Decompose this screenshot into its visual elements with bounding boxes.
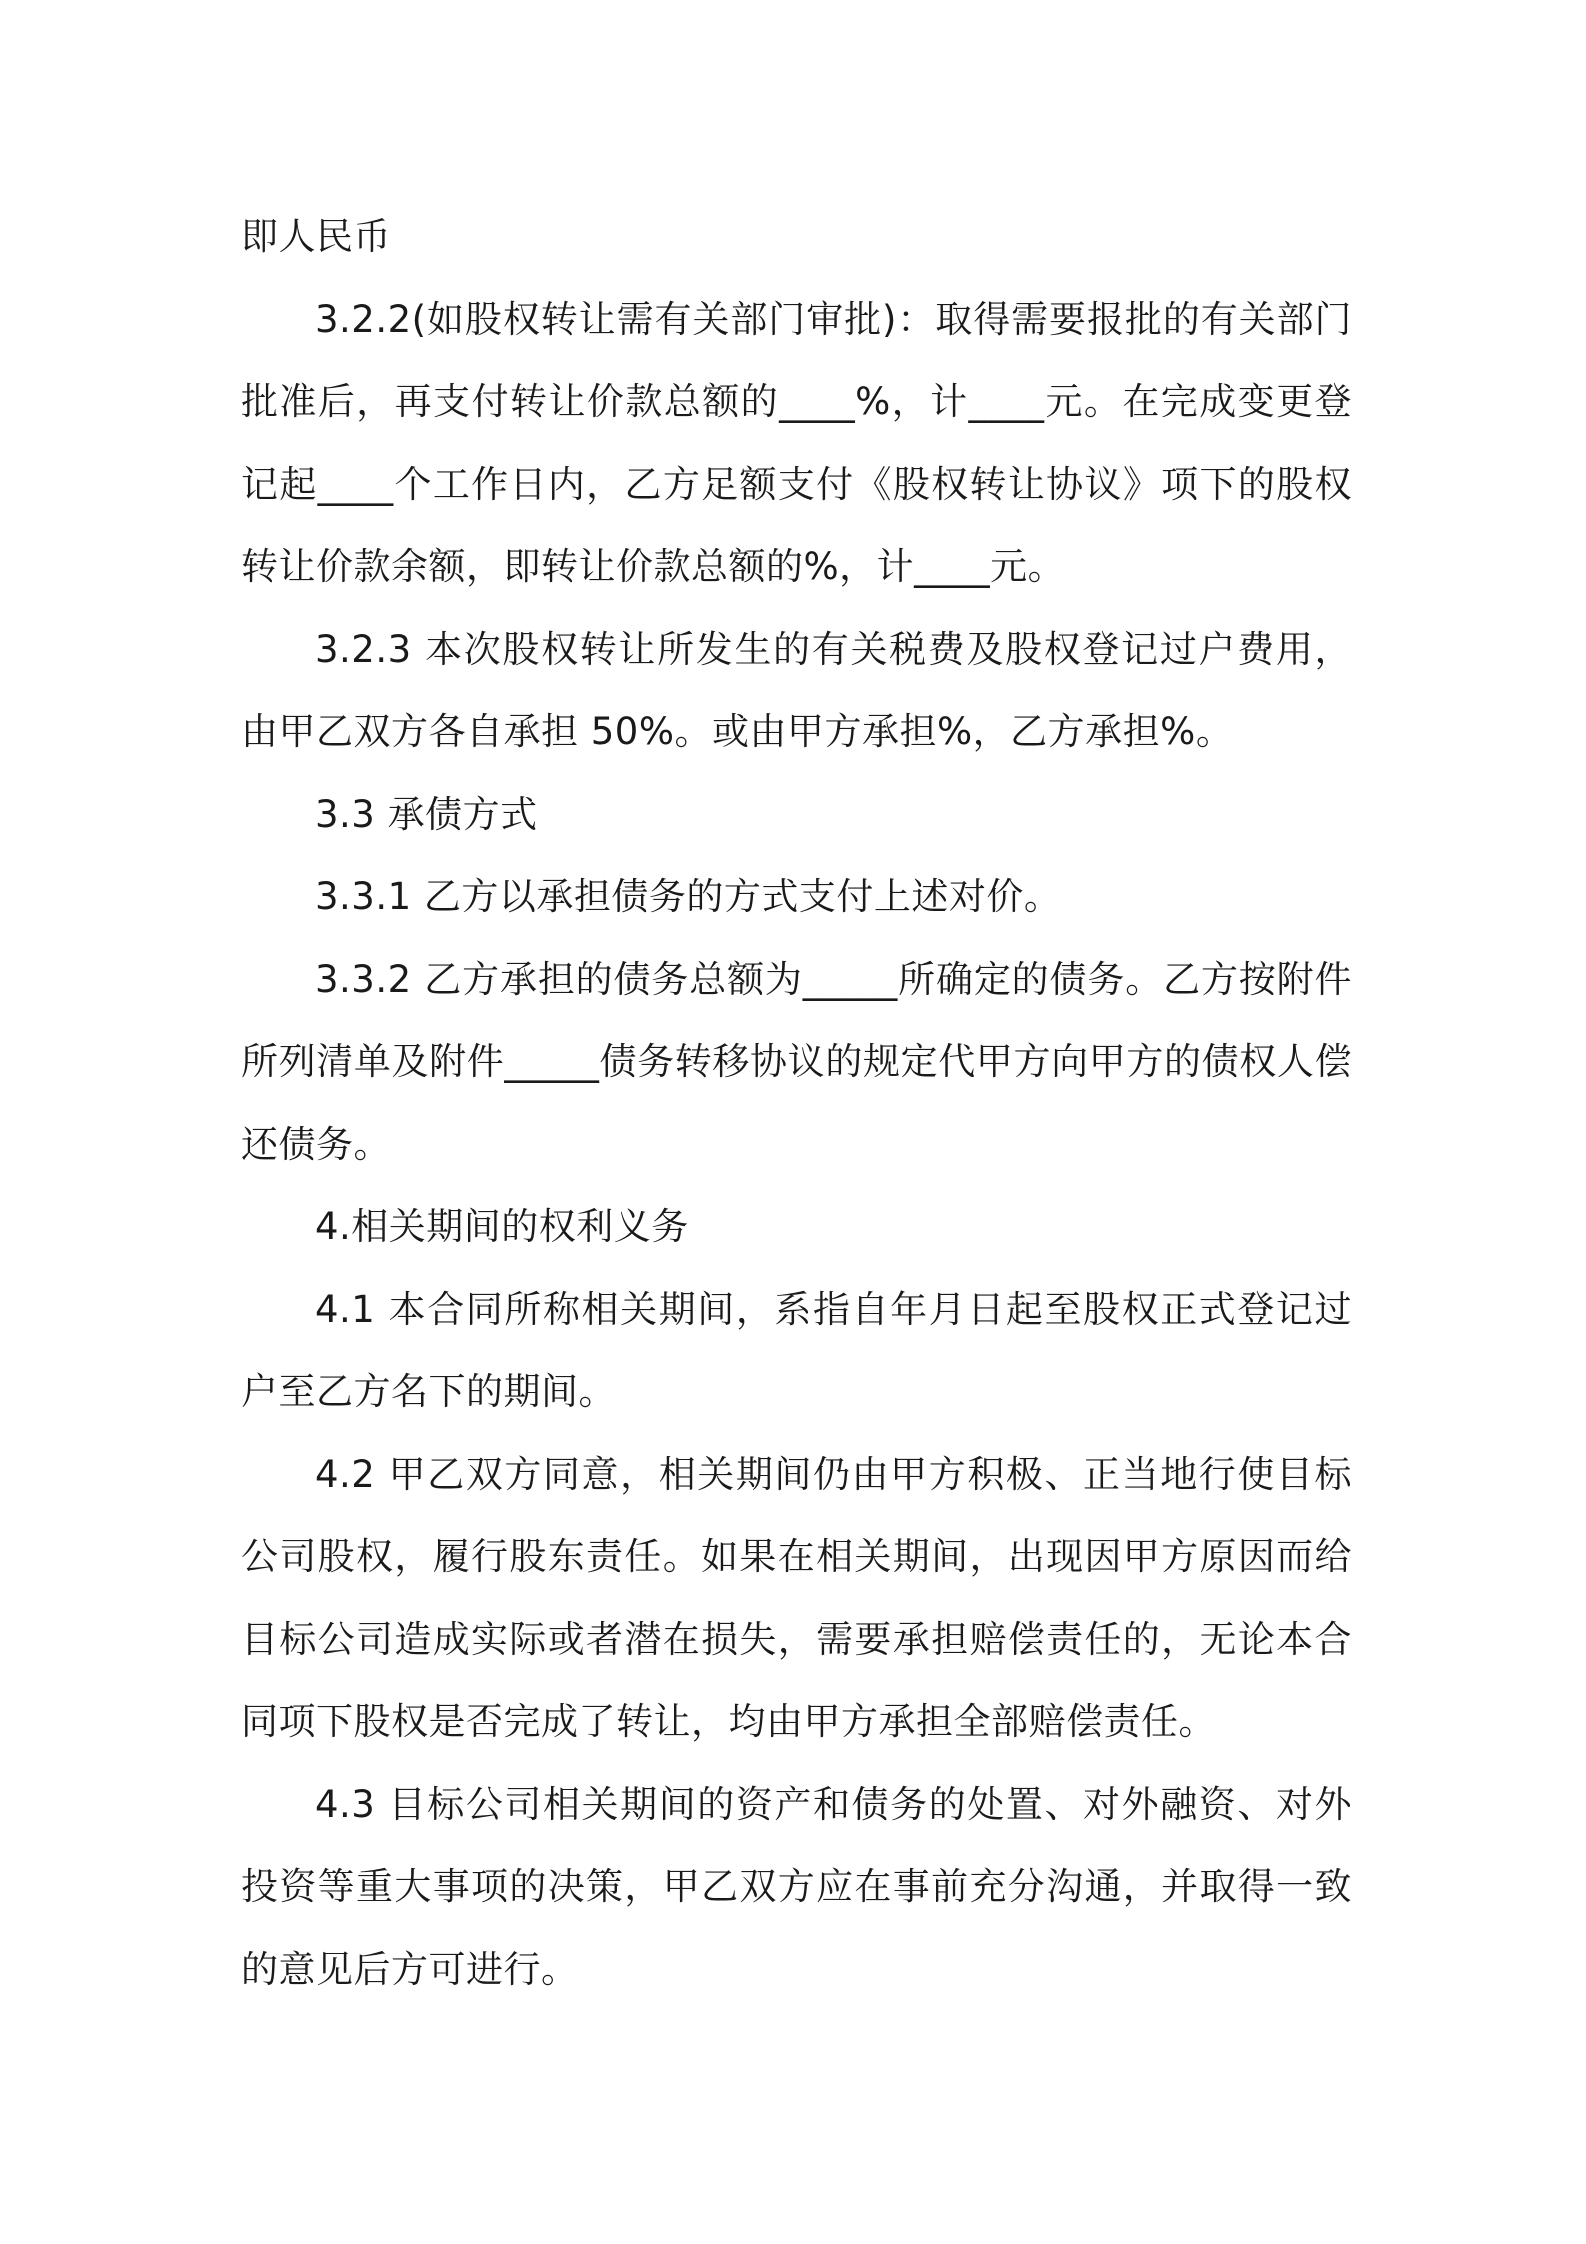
paragraph-3-3-2: 3.3.2 乙方承担的债务总额为_____所确定的债务。乙方按附件所列清单及附件_____债务转移协议的规定代甲方向甲方的债权人偿还债务。 xyxy=(241,957,1352,1166)
paragraph-3-2-3: 3.2.3 本次股权转让所发生的有关税费及股权登记过户费用，由甲乙双方各自承担 50%。或由甲方承担%，乙方承担%。 xyxy=(241,627,1352,753)
heading-3-3: 3.3 承债方式 xyxy=(315,792,538,836)
paragraph-4-2: 4.2 甲乙双方同意，相关期间仍由甲方积极、正当地行使目标公司股权，履行股东责任。如果在相关期间，出现因甲方原因而给目标公司造成实际或者潜在损失，需要承担赔偿责任的，无论本合同项下股权是否完成了转让，均由甲方承担全部赔偿责任。 xyxy=(241,1452,1352,1743)
paragraph-4-1: 4.1 本合同所称相关期间，系指自年月日起至股权正式登记过户至乙方名下的期间。 xyxy=(241,1287,1352,1413)
heading-4: 4.相关期间的权利义务 xyxy=(315,1205,689,1248)
paragraph-3-2-2: 3.2.2(如股权转让需有关部门审批)：取得需要报批的有关部门批准后，再支付转让价款总额的____%，计____元。在完成变更登记起____个工作日内，乙方足额支付《股权转让协议》项下的股权转让价款余额，即转让价款总额的%，计____元。 xyxy=(241,297,1352,588)
paragraph-3-3-1: 3.3.1 乙方以承担债务的方式支付上述对价。 xyxy=(315,875,1062,918)
paragraph-4-3: 4.3 目标公司相关期间的资产和债务的处置、对外融资、对外投资等重大事项的决策，甲乙双方应在事前充分沟通，并取得一致的意见后方可进行。 xyxy=(241,1782,1352,1991)
paragraph-rmb: 即人民币 xyxy=(241,215,391,258)
document-page xyxy=(241,196,1352,2011)
